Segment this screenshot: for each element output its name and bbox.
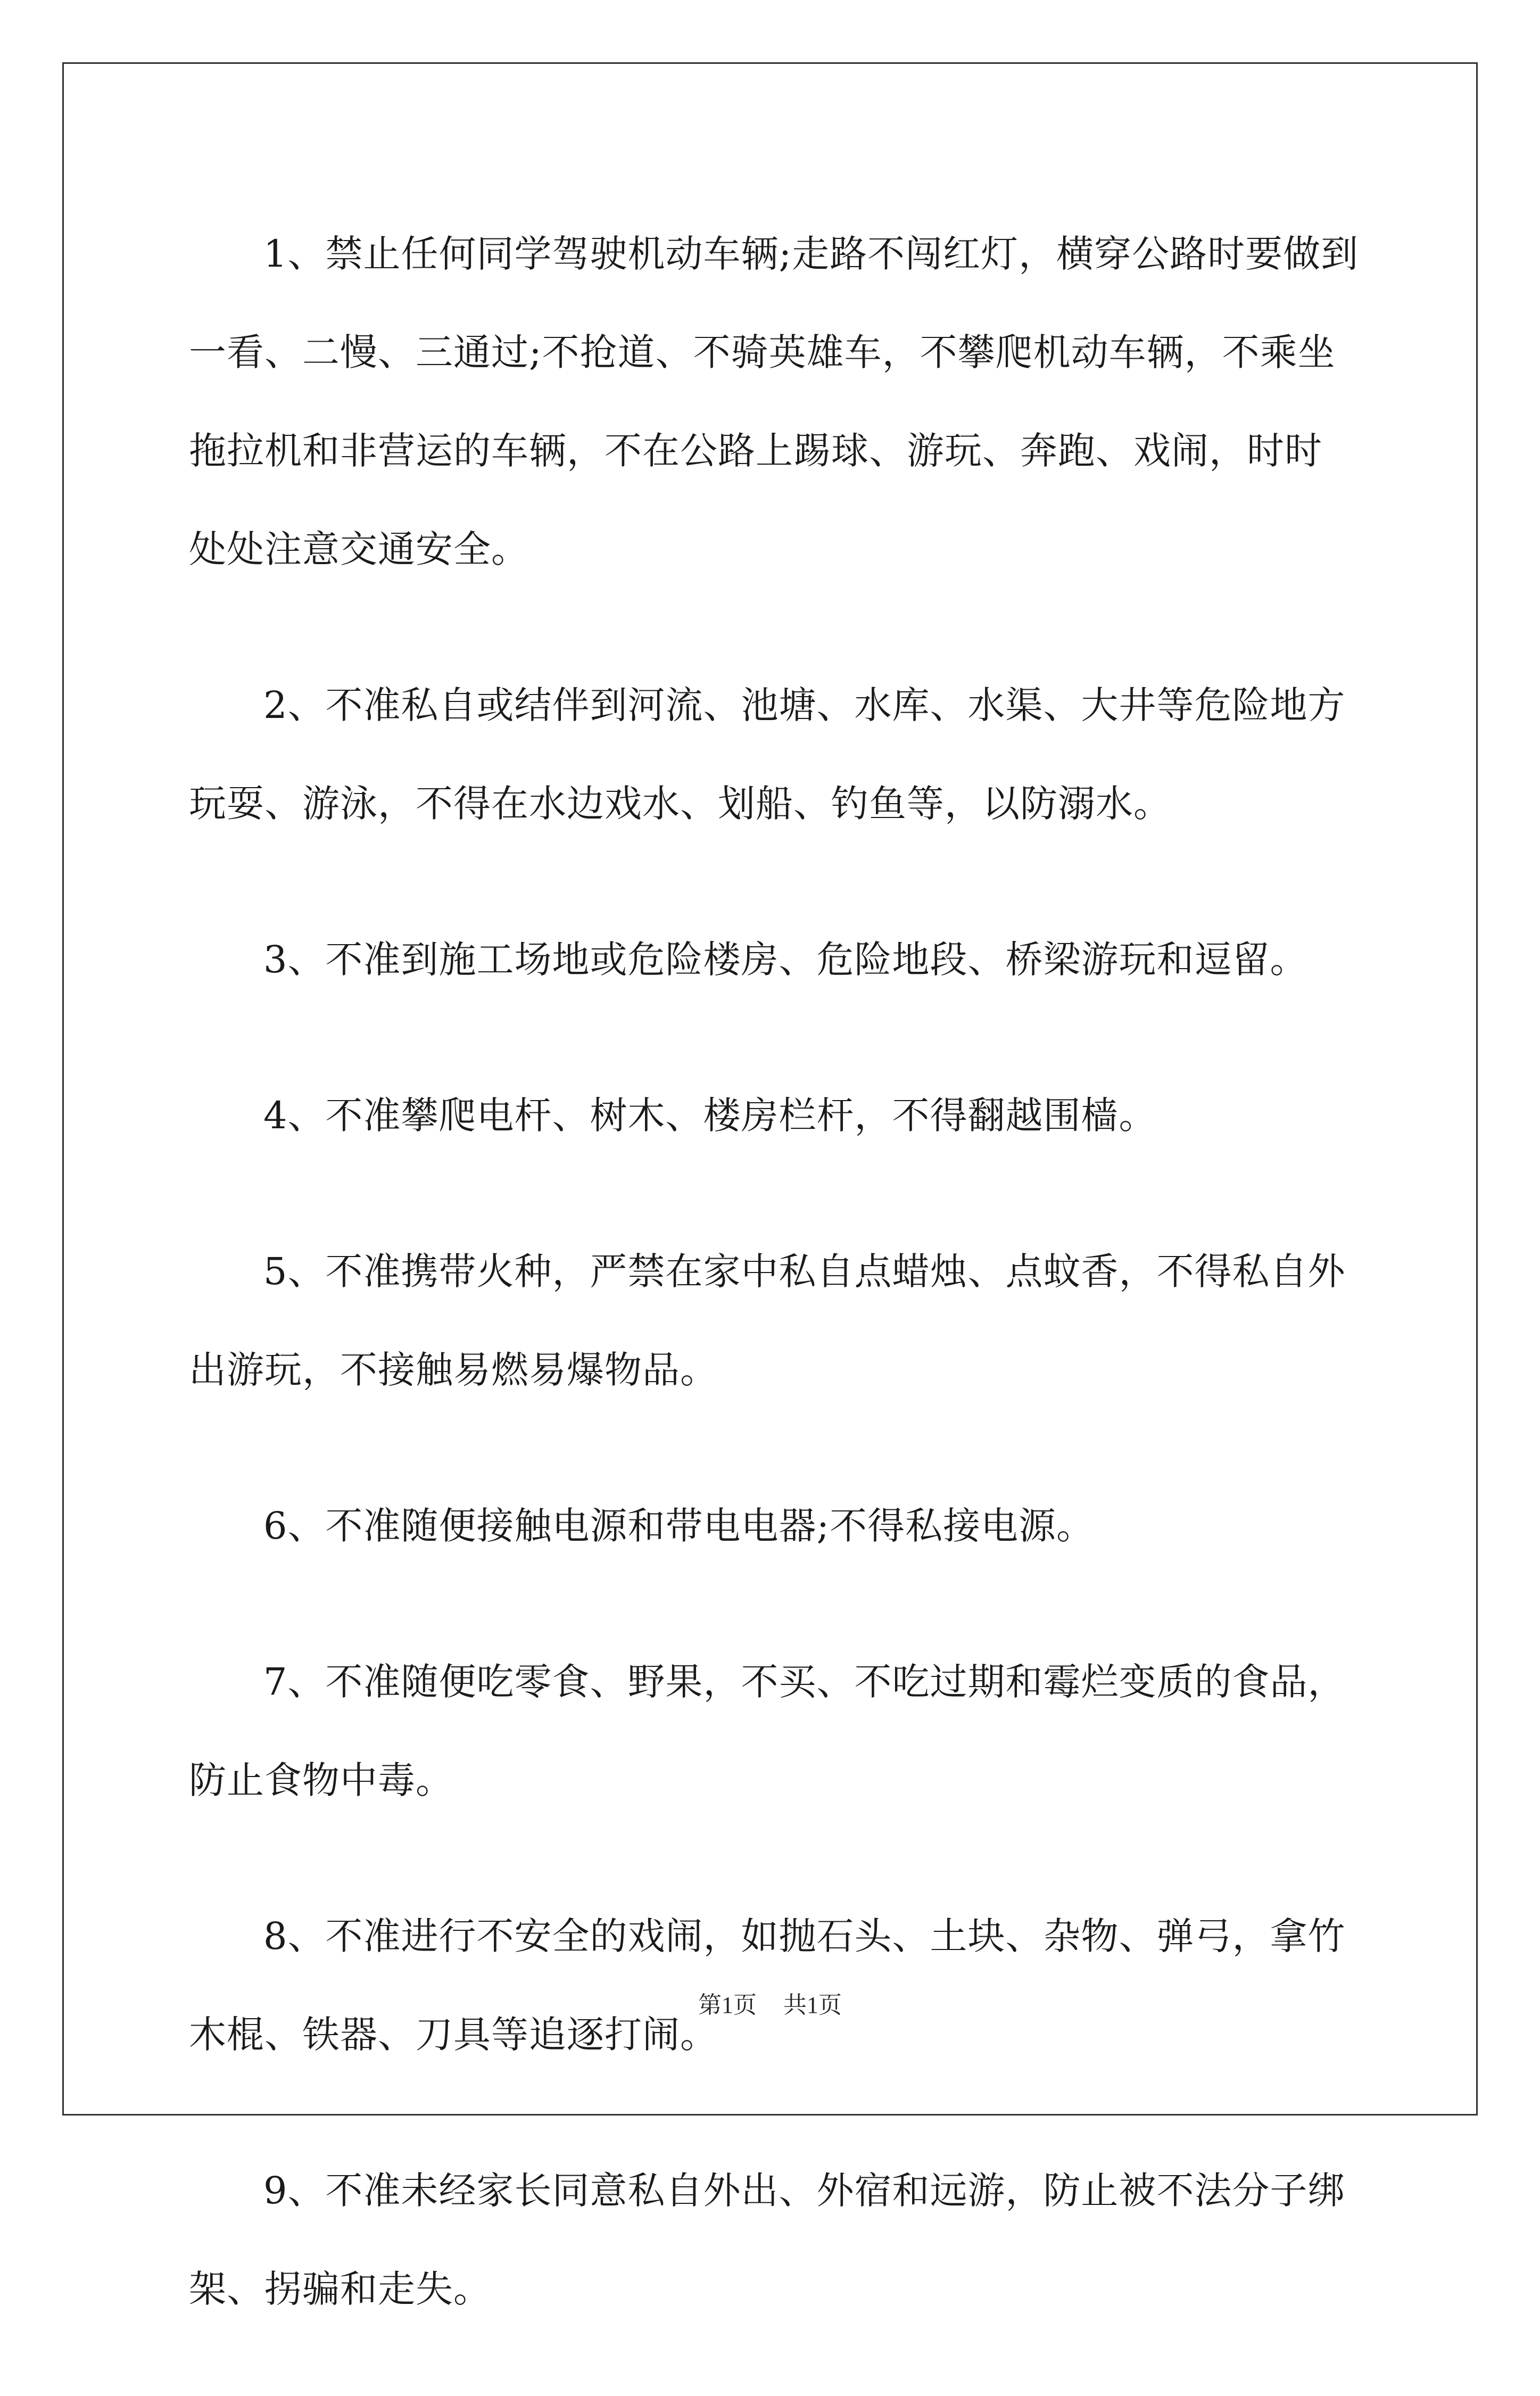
paragraph-3: 3、不准到施工场地或危险楼房、危险地段、桥梁游玩和逗留。 — [263, 938, 1308, 981]
paragraph-7: 7、不准随便吃零食、野果，不买、不吃过期和霉烂变质的食品，防止食物中毒。 — [189, 1660, 1346, 1802]
paragraph-6: 6、不准随便接触电源和带电电器;不得私接电源。 — [263, 1504, 1095, 1548]
page-total: 共1页 — [783, 1992, 842, 2018]
paragraph-9: 9、不准未经家长同意私自外出、外宿和远游，防止被不法分子绑架、拐骗和走失。 — [189, 2169, 1346, 2311]
page-footer — [0, 1989, 1540, 2021]
document-body — [189, 205, 1360, 2396]
paragraph-5: 5、不准携带火种，严禁在家中私自点蜡烛、点蚊香，不得私自外出游玩，不接触易燃易爆物品。 — [189, 1250, 1346, 1392]
paragraph-8: 8、不准进行不安全的戏闹，如抛石头、土块、杂物、弹弓，拿竹木棍、铁器、刀具等追逐打闹。 — [189, 1914, 1346, 2056]
paragraph-2: 2、不准私自或结伴到河流、池塘、水库、水渠、大井等危险地方玩耍、游泳，不得在水边戏水、划船、钓鱼等，以防溺水。 — [189, 683, 1346, 825]
page-number: 第1页 — [698, 1992, 757, 2018]
paragraph-1: 1、禁止任何同学驾驶机动车辆;走路不闯红灯，横穿公路时要做到一看、二慢、三通过;不抢道、不骑英雄车，不攀爬机动车辆，不乘坐拖拉机和非营运的车辆，不在公路上踢球、游玩、奔跑、戏闹，时时处处注意交通安全。 — [189, 232, 1359, 571]
paragraph-4: 4、不准攀爬电杆、树木、楼房栏杆，不得翻越围樯。 — [263, 1094, 1157, 1137]
